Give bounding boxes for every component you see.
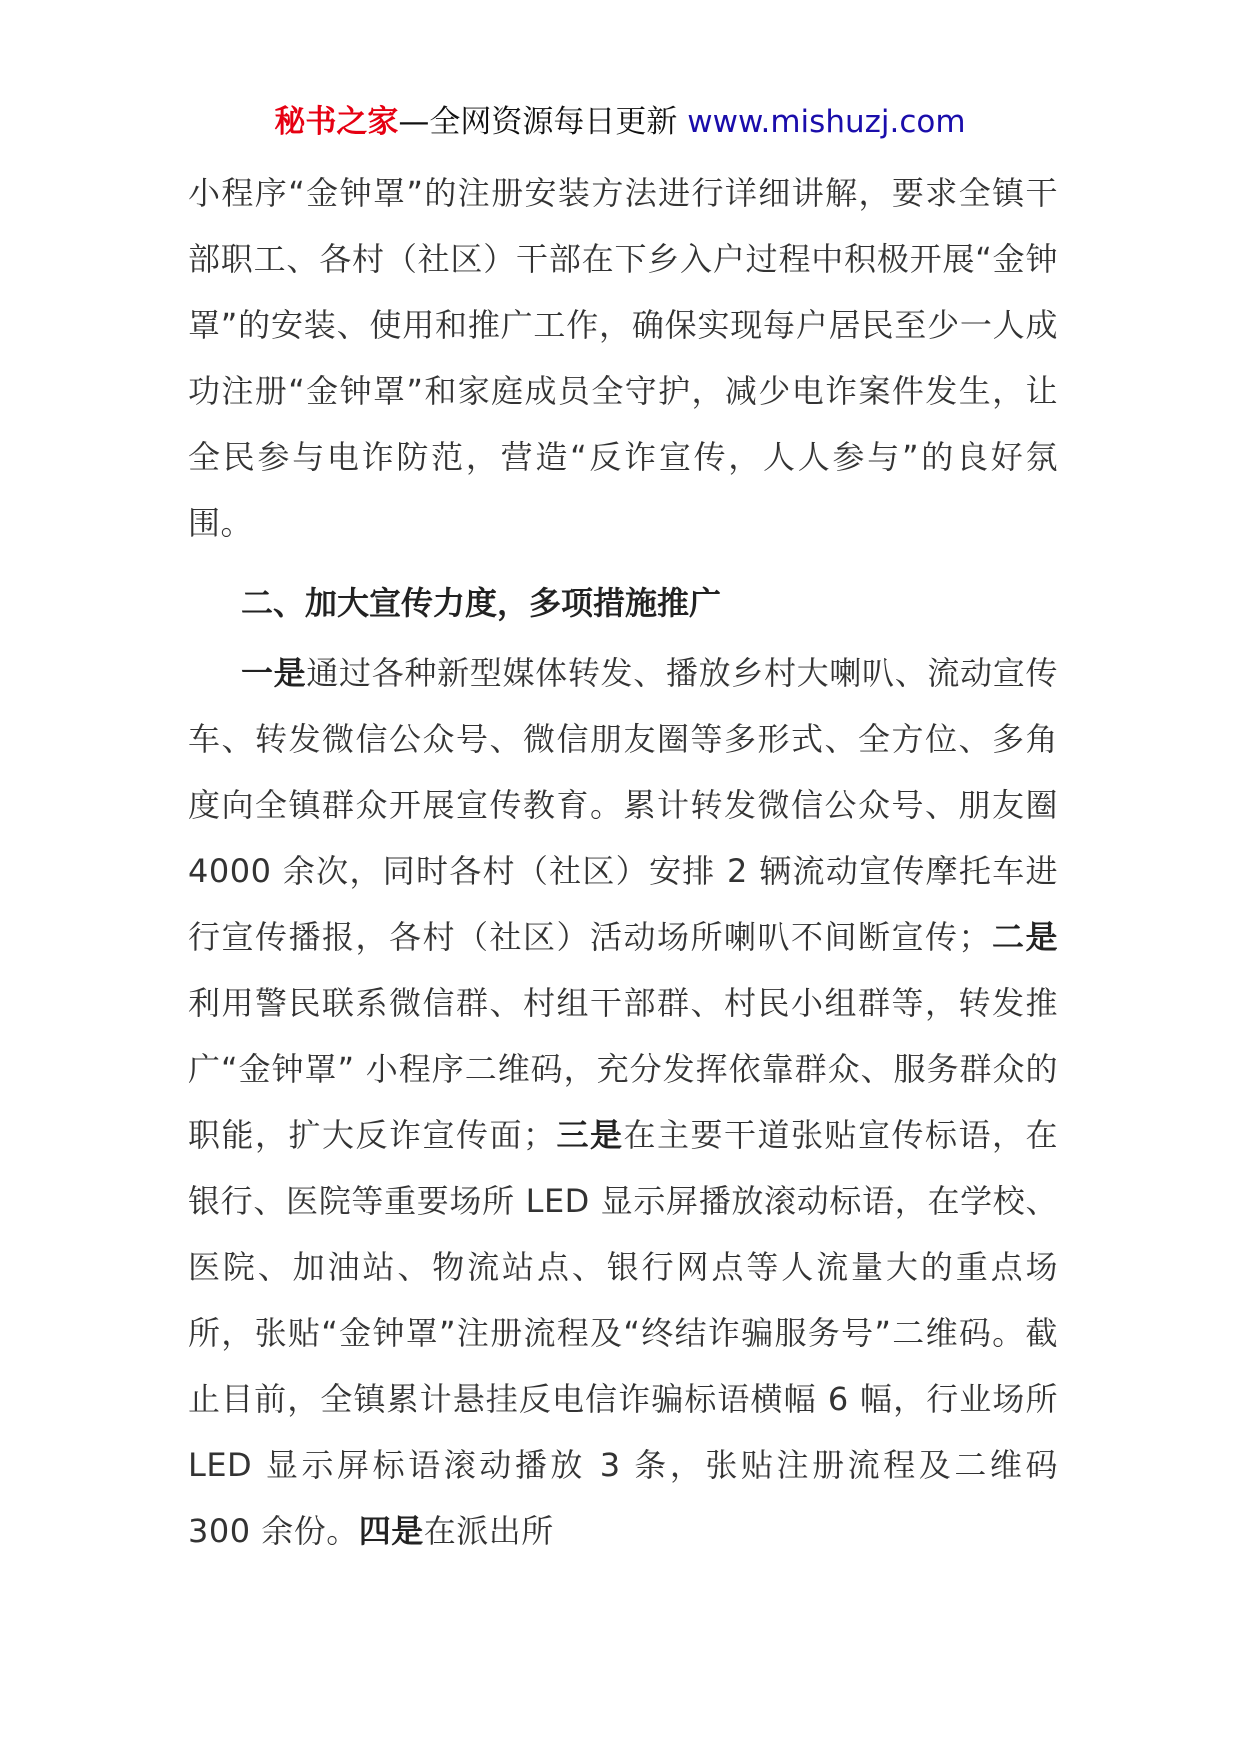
- measure-2-text: 利用警民联系微信群、村组干部群、村民小组群等，转发推广“金钟罩” 小程序二维码，充分发挥依靠群众、服务群众的职能，扩大反诈宣传面；: [188, 984, 1058, 1154]
- measure-1-label: 一是: [241, 654, 307, 692]
- document-body: [188, 160, 1058, 1564]
- site-tagline: —全网资源每日更新: [398, 104, 688, 140]
- paragraph-measures: [188, 640, 1058, 1564]
- measure-3-text: 在主要干道张贴宣传标语，在银行、医院等重要场所 LED 显示屏播放滚动标语，在学校、医院、加油站、物流站点、银行网点等人流量大的重点场所，张贴“金钟罩”注册流程及“终结诈骗服务号”二维码。截止目前，全镇累计悬挂反电信诈骗标语横幅 6 幅，行业场所 LED 显示屏标语滚动播放 3 条，张贴注册流程及二维码 300 余份。: [188, 1116, 1058, 1550]
- section-heading: 二、加大宣传力度，多项措施推广: [241, 584, 722, 622]
- measure-4-label: 四是: [358, 1512, 424, 1550]
- measure-2-label: 二是: [990, 918, 1058, 956]
- paragraph-continued: 小程序“金钟罩”的注册安装方法进行详细讲解，要求全镇干部职工、各村（社区）干部在下乡入户过程中积极开展“金钟罩”的安装、使用和推广工作，确保实现每户居民至少一人成功注册“金钟罩”和家庭成员全守护，减少电诈案件发生，让全民参与电诈防范，营造“反诈宣传，人人参与”的良好氛围。: [188, 174, 1058, 542]
- site-brand-name: 秘书之家: [274, 104, 399, 140]
- measure-4-text: 在派出所: [423, 1512, 554, 1550]
- site-watermark-header: [0, 100, 1240, 144]
- measure-3-label: 三是: [555, 1116, 624, 1154]
- measure-1-text: 通过各种新型媒体转发、播放乡村大喇叭、流动宣传车、转发微信公众号、微信朋友圈等多形式、全方位、多角度向全镇群众开展宣传教育。累计转发微信公众号、朋友圈 4000 余次，同时各村（社区）安排 2 辆流动宣传摩托车进行宣传播报，各村（社区）活动场所喇叭不间断宣传；: [188, 654, 1058, 956]
- site-url: www.mishuzj.com: [687, 104, 966, 140]
